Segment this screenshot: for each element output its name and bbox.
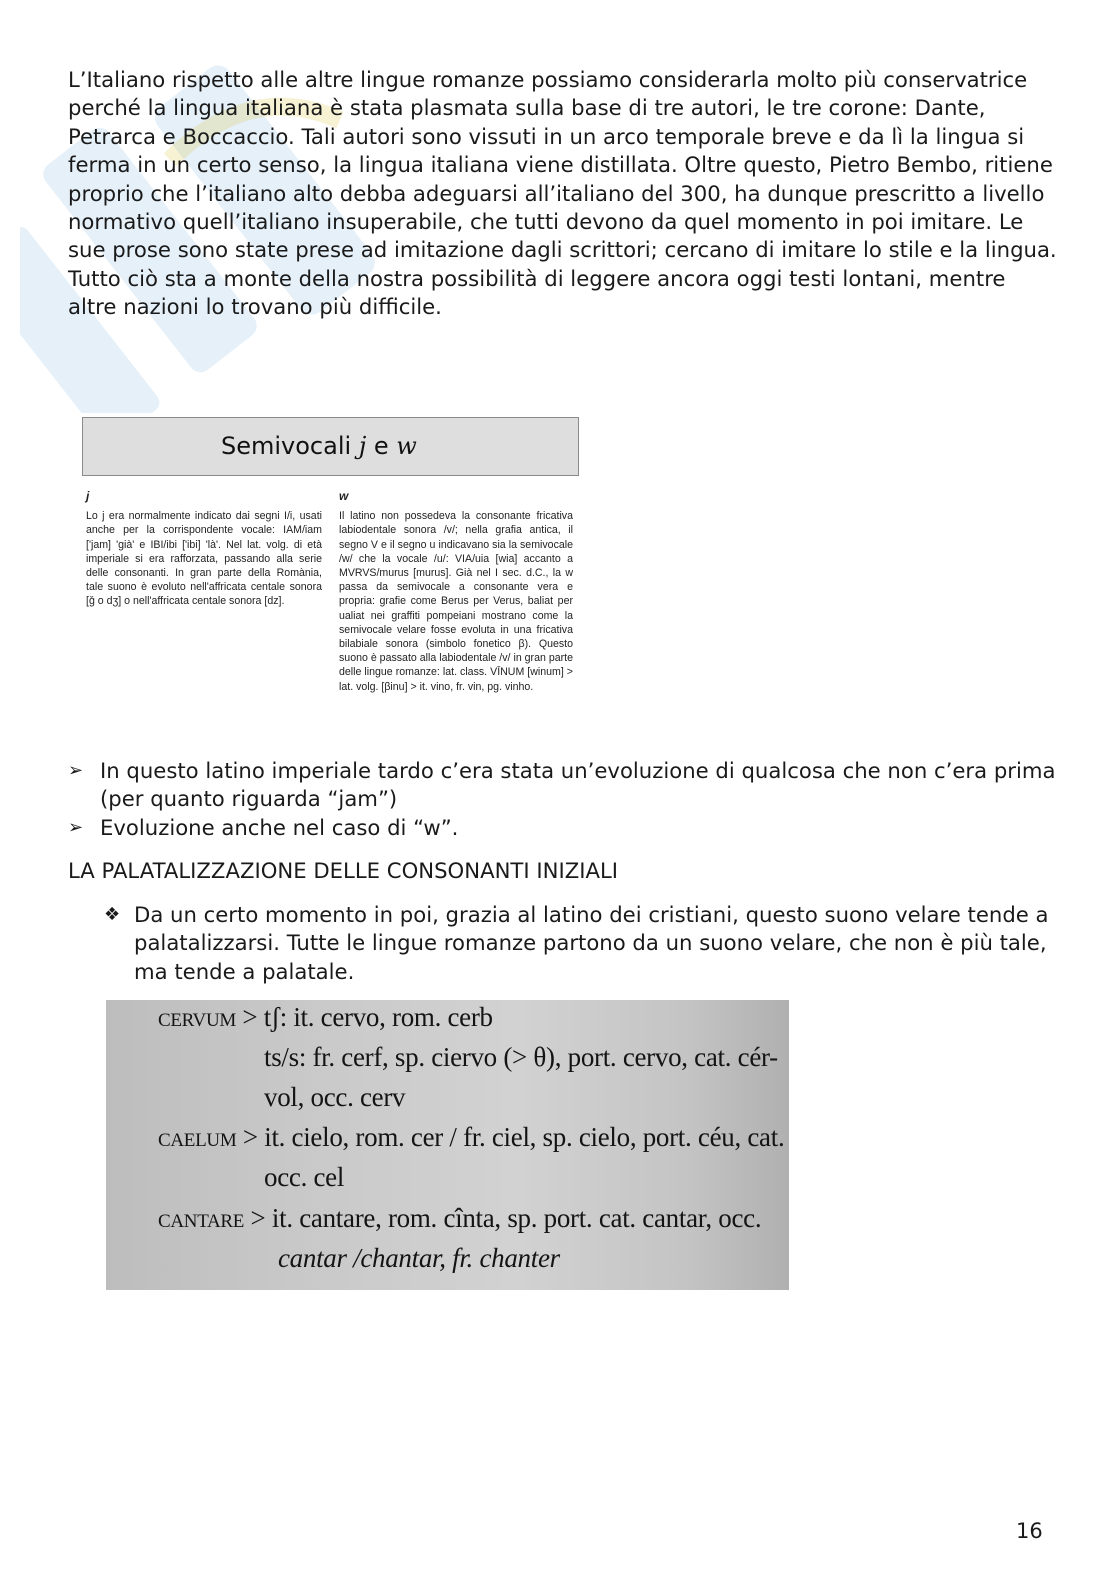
semivocali-header [82, 417, 579, 476]
intro-paragraph: L’Italiano rispetto alle altre lingue romanze possiamo considerarla molto più conservatrice perché la lingua italiana è stata plasmata sulla base di tre autori, le tre corone: Dante, Petrarca e Boccaccio. Tali autori sono vissuti in un arco temporale breve e da lì la lingua si ferma in un certo senso, la lingua italiana viene distillata. Oltre questo, Pietro Bembo, ritiene proprio che l’italiano alto debba adeguarsi all’italiano del 300, ha dunque prescritto a livello normativo quell’italiano insuperabile, che tutti devono da quel momento in poi imitare. Le sue prose sono state prese ad imitazione dagli scrittori; cercano di imitare lo stile e la lingua. Tutto ciò sta a monte della nostra possibilità di leggere ancora oggi testi lontani, mentre altre nazioni lo trovano più difficile. [68, 67, 1057, 320]
page-number: 16 [1016, 1519, 1043, 1543]
semivocali-title: Semivocali j e w [221, 432, 417, 460]
excerpt-line: cervum > tʃ: it. cervo, rom. cerb [158, 1002, 493, 1032]
excerpt-line: occ. cel [264, 1162, 345, 1192]
list-item [68, 814, 1058, 842]
arrow-bullet-icon: ➢ [68, 760, 84, 781]
column-w-text: Il latino non possedeva la consonante fricativa labiodentale sonora /v/; nella grafia antica, il segno V e il segno u indicavano sia la semivocale /w/ che la vocale /u/: VIA/uia [wia] accanto a MVRVS/murus [murus]. Già nel I sec. d.C., la w passa da semivocale a consonante vera e propria: grafie come Berus per Verus, baliat per ualiat nei graffiti pompeiani mostrano come la semivocale velare fosse evoluta in una fricativa bilabiale sonora (simbolo fonetico β). Questo suono è passato alla labiodentale /v/ in gran parte delle lingue romanze: lat. class. VĪNUM [winum] > lat. volg. [βinu] > it. vino, fr. vin, pg. vinho. [339, 510, 573, 693]
section-title: LA PALATALIZZAZIONE DELLE CONSONANTI INIZIALI [68, 858, 619, 883]
list-item [68, 757, 1058, 814]
diamond-text: Da un certo momento in poi, grazia al latino dei cristiani, questo suono velare tende a palatalizzarsi. Tutte le lingue romanze partono da un suono velare, che non è più tale, ma tende a palatale. [134, 902, 1049, 984]
semivocali-column-w [339, 489, 573, 694]
diamond-bullet-icon: ❖ [104, 904, 121, 925]
column-w-heading: w [339, 489, 349, 503]
excerpt-line: caelum > it. cielo, rom. cer / fr. ciel, sp. cielo, port. céu, cat. [158, 1122, 785, 1152]
excerpt-line: vol, occ. cerv [264, 1082, 406, 1112]
arrow-bullet-icon: ➢ [68, 816, 84, 838]
diamond-list-item [104, 901, 1064, 986]
bullet-list [68, 757, 1058, 842]
semivocali-figure [72, 413, 598, 743]
excerpt-line: ts/s: fr. cerf, sp. ciervo (> θ), port. cervo, cat. cér- [264, 1042, 778, 1072]
book-excerpt-image [106, 1000, 789, 1290]
semivocali-column-j [86, 489, 322, 609]
column-j-heading: j [86, 489, 90, 503]
bullet-text: In questo latino imperiale tardo c’era stata un’evoluzione di qualcosa che non c’era prima (per quanto riguarda “jam”) [100, 758, 1056, 812]
bullet-text: Evoluzione anche nel caso di “w”. [100, 814, 459, 840]
excerpt-line: cantar /chantar, fr. chanter [278, 1243, 560, 1273]
column-j-text: Lo j era normalmente indicato dai segni I/i, usati anche per la corrispondente vocale: IAM/iam ['jam] 'già' e IBI/ibi ['ibi] 'là'. Nel lat. volg. di età imperiale si era rafforzata, passando alla serie delle consonanti. In gran parte della Romània, tale suono è evoluto nell'affricata centale sonora [ǧ o dʒ] o nell'affricata centale sonora [dz]. [86, 510, 322, 608]
excerpt-line: cantare > it. cantare, rom. cînta, sp. port. cat. cantar, occ. [158, 1203, 762, 1233]
